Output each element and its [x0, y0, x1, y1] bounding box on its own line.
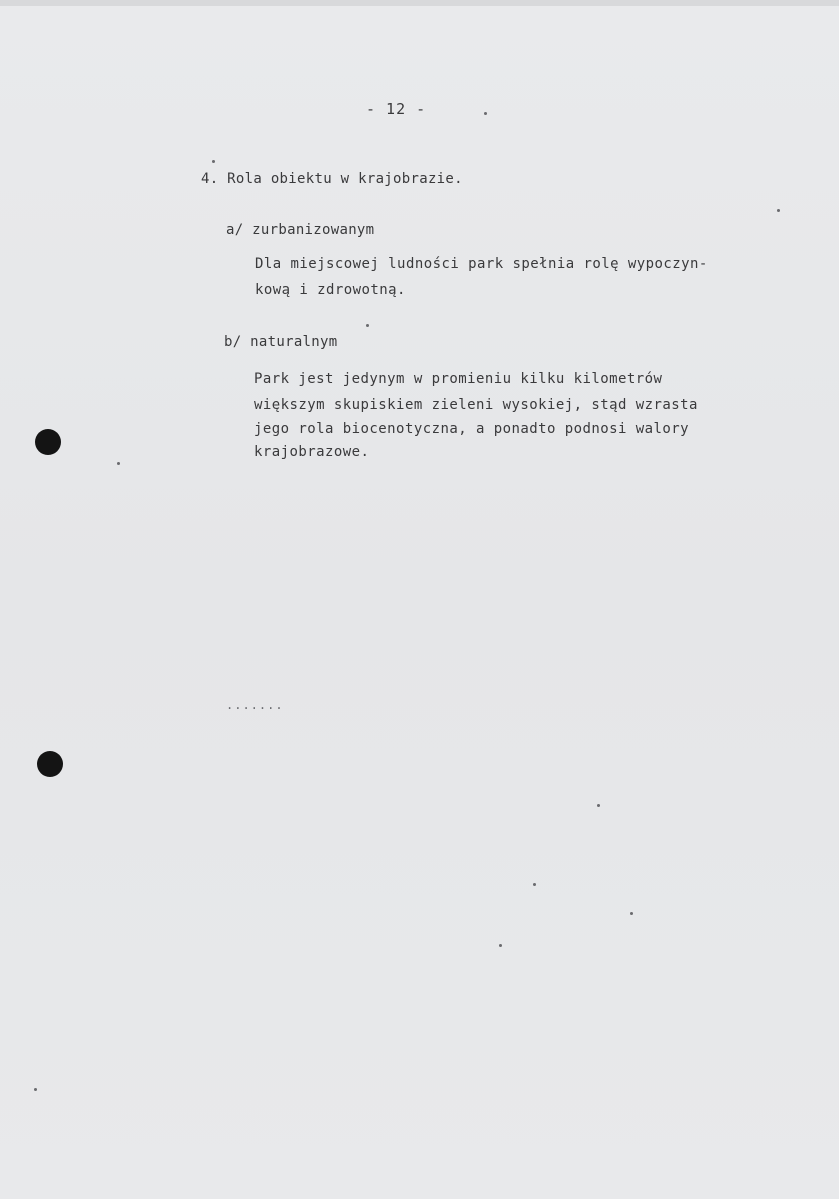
trailing-dots: ....... — [226, 698, 284, 712]
paper-speck — [533, 883, 536, 886]
paper-speck — [630, 912, 633, 915]
paper-speck — [499, 944, 502, 947]
subsection-b-line-3: jego rola biocenotyczna, a ponadto podnosi walory — [254, 421, 690, 437]
paper-speck — [484, 112, 487, 115]
section-heading: 4. Rola obiektu w krajobrazie. — [201, 171, 463, 187]
punch-hole-lower — [37, 751, 63, 777]
paper-speck — [777, 209, 780, 212]
page-top-edge — [0, 0, 839, 6]
paper-speck — [366, 324, 369, 327]
paper-speck — [34, 1088, 37, 1091]
page-number: - 12 - — [366, 100, 427, 118]
punch-hole-upper — [35, 429, 61, 455]
paper-speck — [117, 462, 120, 465]
subsection-b-line-4: krajobrazowe. — [254, 444, 370, 460]
paper-speck — [597, 804, 600, 807]
subsection-b-label: b/ naturalnym — [224, 334, 338, 350]
paper-speck — [212, 160, 215, 163]
subsection-a-line-2: kową i zdrowotną. — [255, 282, 406, 298]
subsection-b-line-2: większym skupiskiem zieleni wysokiej, stąd wzrasta — [254, 397, 698, 413]
subsection-a-label: a/ zurbanizowanym — [226, 222, 375, 238]
subsection-b-line-1: Park jest jedynym w promieniu kilku kilometrów — [254, 371, 663, 387]
subsection-a-line-1: Dla miejscowej ludności park spełnia rolę wypoczyn- — [255, 256, 708, 272]
